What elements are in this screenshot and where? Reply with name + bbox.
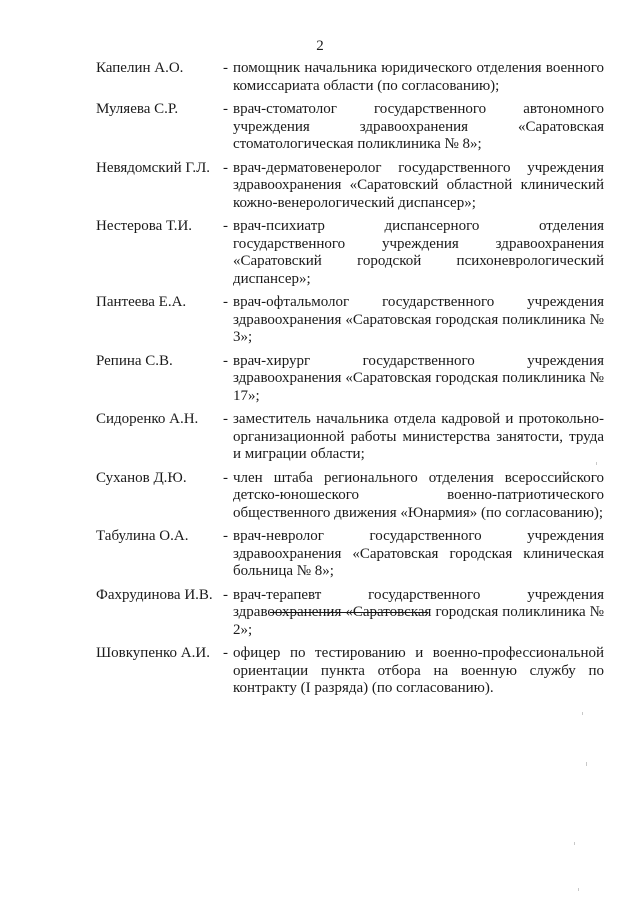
member-position: член штаба регионального отделения всероссийского детско-юношеского военно-патриотического общественного движения «Юнармия» (по согласованию); — [233, 469, 604, 521]
member-list — [96, 60, 604, 704]
member-name: Капелин А.О. — [96, 60, 184, 76]
scan-artifact — [586, 762, 587, 766]
member-position: врач-невролог государственного учреждения здравоохранения «Саратовская городская клиническая больница № 8»; — [233, 528, 604, 579]
member-position: врач-стоматолог государственного автономного учреждения здравоохранения «Саратовская стоматологическая поликлиника № 8»; — [233, 101, 604, 152]
member-name: Табулина О.А. — [96, 528, 189, 544]
member-position: врач-хирург государственного учреждения здравоохранения «Саратовская городская поликлиника № 17»; — [233, 352, 604, 404]
member-position: помощник начальника юридического отделения военного комиссариата области (по согласованию); — [233, 60, 604, 94]
dash-separator: - — [223, 469, 228, 486]
dash-separator: - — [223, 159, 228, 176]
list-item — [96, 470, 604, 523]
dash-separator: - — [223, 528, 228, 544]
list-item — [96, 60, 604, 95]
member-name: Нестерова Т.И. — [96, 218, 193, 234]
dash-separator: - — [223, 294, 228, 310]
dash-separator: - — [223, 645, 228, 661]
dash-separator: - — [223, 218, 228, 234]
member-position: врач-терапевт государственного учреждения здравоохранения «Саратовская городская поликлиника № 2»; — [233, 586, 604, 638]
member-position: врач-дерматовенеролог государственного учреждения здравоохранения «Саратовский областной клинический кожно-венерологический диспансер»; — [233, 159, 604, 211]
list-item — [96, 218, 604, 288]
list-item — [96, 645, 604, 698]
scan-artifact — [578, 888, 579, 891]
member-name: Пантеева Е.А. — [96, 294, 187, 310]
list-item — [96, 160, 604, 213]
list-item — [96, 528, 604, 581]
member-name: Шовкупенко А.И. — [96, 645, 210, 661]
scan-artifact — [582, 712, 583, 715]
member-position: врач-психиатр диспансерного отделения государственного учреждения здравоохранения «Саратовский городской психоневрологический диспансер»; — [233, 218, 604, 287]
list-item — [96, 353, 604, 406]
dash-separator: - — [223, 60, 228, 76]
dash-separator: - — [223, 101, 228, 117]
scan-artifact — [596, 462, 597, 465]
member-name: Муляева С.Р. — [96, 101, 179, 117]
member-position: офицер по тестированию и военно-профессиональной ориентации пункта отбора на военную службу по контракту (I разряда) (по согласованию). — [233, 645, 604, 696]
member-position: заместитель начальника отдела кадровой и протокольно-организационной работы министерства занятости, труда и миграции области; — [233, 411, 604, 462]
member-name: Невядомский Г.Л. — [96, 159, 211, 176]
list-item — [96, 101, 604, 154]
member-name: Суханов Д.Ю. — [96, 469, 187, 486]
dash-separator: - — [223, 586, 228, 603]
dash-separator: - — [223, 411, 228, 427]
end-divider — [270, 612, 428, 613]
member-position: врач-офтальмолог государственного учреждения здравоохранения «Саратовская городская поликлиника № 3»; — [233, 294, 604, 345]
member-name: Фахрудинова И.В. — [96, 586, 213, 603]
list-item — [96, 411, 604, 464]
scan-artifact — [574, 842, 575, 845]
page-number: 2 — [316, 38, 324, 54]
list-item — [96, 294, 604, 347]
dash-separator: - — [223, 352, 228, 369]
member-name: Сидоренко А.Н. — [96, 411, 199, 427]
member-name: Репина С.В. — [96, 352, 173, 369]
